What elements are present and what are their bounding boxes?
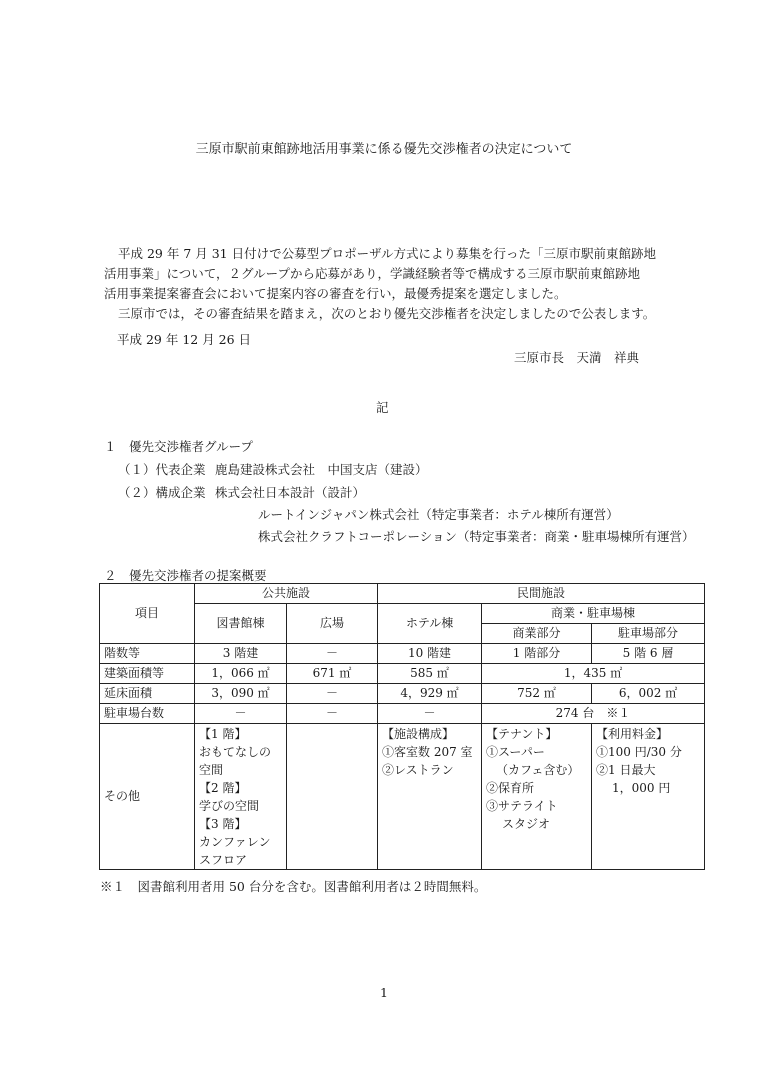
issuer-name: 三原市長 天満 祥典 <box>514 350 640 365</box>
ki-marker: 記 <box>376 400 389 415</box>
header-library: 図書館棟 <box>195 604 287 644</box>
proposal-summary-table <box>99 583 705 870</box>
cell-parking-count-plaza: － <box>287 704 378 724</box>
rep-company-label: （１）代表企業 <box>118 462 206 477</box>
cell-building-area-library: 1，066 ㎡ <box>195 664 287 684</box>
footnote: ※１ 図書館利用者用 50 台分を含む。図書館利用者は２時間無料。 <box>100 879 487 894</box>
intro-line-4: 三原市では，その審査結果を踏まえ，次のとおり優先交渉権者を決定しましたので公表します。 <box>118 306 656 321</box>
library-note-line: おもてなしの <box>199 745 272 759</box>
parking-note-line: ②1 日最大 <box>596 763 656 777</box>
hotel-note-line: ②レストラン <box>382 763 454 777</box>
cell-floors-commercial: 1 階部分 <box>482 644 592 664</box>
row-label-floor-area: 延床面積 <box>100 684 195 704</box>
header-item: 項目 <box>100 584 195 644</box>
header-private: 民間施設 <box>378 584 705 604</box>
cell-floor-area-commercial: 752 ㎡ <box>482 684 592 704</box>
row-label-other: その他 <box>100 724 195 870</box>
cell-parking-count-commercial-parking: 274 台 ※１ <box>482 704 705 724</box>
header-commercial-parking: 商業・駐車場棟 <box>482 604 705 624</box>
cell-floor-area-hotel: 4，929 ㎡ <box>378 684 482 704</box>
cell-floors-plaza: － <box>287 644 378 664</box>
parking-note-line: 1，000 円 <box>612 781 671 795</box>
rep-company-value: 鹿島建設株式会社 中国支店（建設） <box>215 462 428 477</box>
document-title: 三原市駅前東館跡地活用事業に係る優先交渉権者の決定について <box>195 142 573 157</box>
commercial-note-line: ②保育所 <box>486 781 535 795</box>
section1-heading: １ 優先交渉権者グループ <box>104 439 254 454</box>
intro-line-3: 活用事業提案審査会において提案内容の審査を行い，最優秀提案を選定しました。 <box>104 286 567 301</box>
cell-floors-hotel: 10 階建 <box>378 644 482 664</box>
parking-note-line: ①100 円/30 分 <box>596 745 682 759</box>
header-commercial: 商業部分 <box>482 624 592 644</box>
header-parking: 駐車場部分 <box>592 624 705 644</box>
commercial-note-line: ③サテライト <box>486 799 558 813</box>
library-note-line: 【2 階】 <box>199 781 247 795</box>
member-company-2: ルートインジャパン株式会社（特定事業者：ホテル棟所有運営） <box>258 507 619 522</box>
cell-floor-area-plaza: － <box>287 684 378 704</box>
library-note-line: 【3 階】 <box>199 817 247 831</box>
cell-floor-area-parking: 6，002 ㎡ <box>592 684 705 704</box>
cell-parking-count-hotel: － <box>378 704 482 724</box>
cell-other-library <box>195 724 287 870</box>
cell-floors-parking: 5 階 6 層 <box>592 644 705 664</box>
cell-building-area-commercial-parking: 1，435 ㎡ <box>482 664 705 684</box>
row-label-building-area: 建築面積等 <box>100 664 195 684</box>
table-row-building-area <box>100 664 705 684</box>
library-note-line: 【1 階】 <box>199 727 247 741</box>
page-number: 1 <box>380 985 388 1000</box>
cell-other-hotel <box>378 724 482 870</box>
section2-heading: ２ 優先交渉権者の提案概要 <box>104 568 267 583</box>
member-company-1: 株式会社日本設計（設計） <box>215 485 366 500</box>
table-row-floors <box>100 644 705 664</box>
library-note-line: スフロア <box>199 853 248 867</box>
commercial-note-line: 【テナント】 <box>486 727 558 741</box>
header-plaza: 広場 <box>287 604 378 644</box>
parking-note-line: 【利用料金】 <box>596 727 669 741</box>
library-note-line: 学びの空間 <box>199 799 260 813</box>
cell-other-commercial <box>482 724 592 870</box>
table-row-parking-count <box>100 704 705 724</box>
cell-other-parking <box>592 724 705 870</box>
cell-floors-library: 3 階建 <box>195 644 287 664</box>
cell-building-area-hotel: 585 ㎡ <box>378 664 482 684</box>
header-public: 公共施設 <box>195 584 378 604</box>
hotel-note-line: ①客室数 207 室 <box>382 745 473 759</box>
commercial-note-line: スタジオ <box>502 817 551 831</box>
table-row-floor-area <box>100 684 705 704</box>
document-date: 平成 29 年 12 月 26 日 <box>117 332 252 347</box>
table-row-header1 <box>100 584 705 604</box>
row-label-floors: 階数等 <box>100 644 195 664</box>
intro-line-2: 活用事業」について，２グループから応募があり，学識経験者等で構成する三原市駅前東館跡地 <box>104 266 641 281</box>
cell-parking-count-library: － <box>195 704 287 724</box>
row-label-parking-count: 駐車場台数 <box>100 704 195 724</box>
hotel-note-line: 【施設構成】 <box>382 727 455 741</box>
header-hotel: ホテル棟 <box>378 604 482 644</box>
intro-line-1: 平成 29 年 7 月 31 日付けで公募型プロポーザル方式により募集を行った「三原市駅前東館跡地 <box>118 246 656 261</box>
table-row-other <box>100 724 705 870</box>
commercial-note-line: （カフェ含む） <box>496 763 580 777</box>
commercial-note-line: ①スーパー <box>486 745 545 759</box>
member-company-3: 株式会社クラフトコーポレーション（特定事業者：商業・駐車場棟所有運営） <box>258 529 695 544</box>
cell-other-plaza <box>287 724 378 870</box>
library-note-line: カンファレン <box>199 835 271 849</box>
library-note-line: 空間 <box>199 763 224 777</box>
member-company-label: （２）構成企業 <box>118 485 206 500</box>
cell-floor-area-library: 3，090 ㎡ <box>195 684 287 704</box>
cell-building-area-plaza: 671 ㎡ <box>287 664 378 684</box>
